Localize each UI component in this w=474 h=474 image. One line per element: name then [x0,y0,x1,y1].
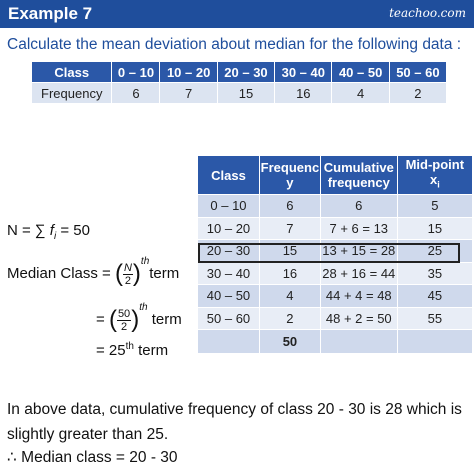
row-frequency: 4 [259,285,320,308]
data-table-header-class: Class [32,62,112,83]
row-class: 30 – 40 [198,262,259,285]
data-table-freq-4: 16 [275,83,332,104]
row-frequency: 6 [259,195,320,218]
data-table-class-4: 30 – 40 [275,62,332,83]
data-table-class-5: 40 – 50 [332,62,389,83]
row-midpoint: 25 [397,240,472,263]
data-table-freq-3: 15 [217,83,274,104]
row-frequency: 15 [259,240,320,263]
data-table-freq-2: 7 [160,83,217,104]
row-class: 0 – 10 [198,195,259,218]
data-table-class-1: 0 – 10 [112,62,160,83]
row-frequency: 7 [259,217,320,240]
row-midpoint: 5 [397,195,472,218]
teachoo-logo: teachoo.com [389,6,466,20]
frequency-total: 50 [259,330,320,354]
header-bar [0,0,474,28]
example-title: Example 7 [8,4,93,23]
row-midpoint: 15 [397,217,472,240]
work-table-header-frequency: Frequenc y [259,156,320,195]
data-table-freq-5: 4 [332,83,389,104]
row-class: 40 – 50 [198,285,259,308]
median-class-result: = 25th term [96,341,169,359]
table-total-row [198,330,472,354]
median-class-formula: Median Class = ( $\frac{N}{2}$ )$^{th}$term [7,256,180,288]
row-frequency: 2 [259,307,320,330]
row-midpoint: 45 [397,285,472,308]
data-table-freq-6: 2 [389,83,446,104]
data-table-class-2: 10 – 20 [160,62,217,83]
data-table-freq-1: 6 [112,83,160,104]
row-midpoint: 35 [397,262,472,285]
n-sum-equation: N = ∑ $f_i = 50$ [7,222,90,242]
work-table-header-cumulative: Cumulative frequency [320,156,397,195]
table-row [198,195,472,218]
row-class: 50 – 60 [198,307,259,330]
row-cumulative: 7 + 6 = 13 [320,217,397,240]
row-cumulative: 6 [320,195,397,218]
table-row [198,217,472,240]
conclusion-text: ∴ Median class = 20 - 30 [7,449,178,466]
explanation-text: In above data, cumulative frequency of class 20 - 30 is 28 which is slightly greater than 25. [7,401,462,443]
work-table-header-midpoint: Mid-point $x_i$ [397,156,472,195]
data-table-class-6: 50 – 60 [389,62,446,83]
table-row [198,262,472,285]
data-table-class-3: 20 – 30 [217,62,274,83]
row-frequency: 16 [259,262,320,285]
work-table [198,156,472,353]
row-cumulative: 13 + 15 = 28 [320,240,397,263]
table-row [198,307,472,330]
row-class: 20 – 30 [198,240,259,263]
data-table [32,62,446,103]
work-table-header-class: Class [198,156,259,195]
row-class: 10 – 20 [198,217,259,240]
table-row [198,285,472,308]
data-table-header-frequency: Frequency [32,83,112,104]
row-cumulative: 28 + 16 = 44 [320,262,397,285]
row-cumulative: 48 + 2 = 50 [320,307,397,330]
row-cumulative: 44 + 4 = 48 [320,285,397,308]
question-text: Calculate the mean deviation about median for the following data : [7,36,462,53]
row-midpoint: 55 [397,307,472,330]
median-class-substitution: = ( $\frac{50}{2}$ )$^{th}$ term [96,302,182,334]
table-row [198,240,472,263]
